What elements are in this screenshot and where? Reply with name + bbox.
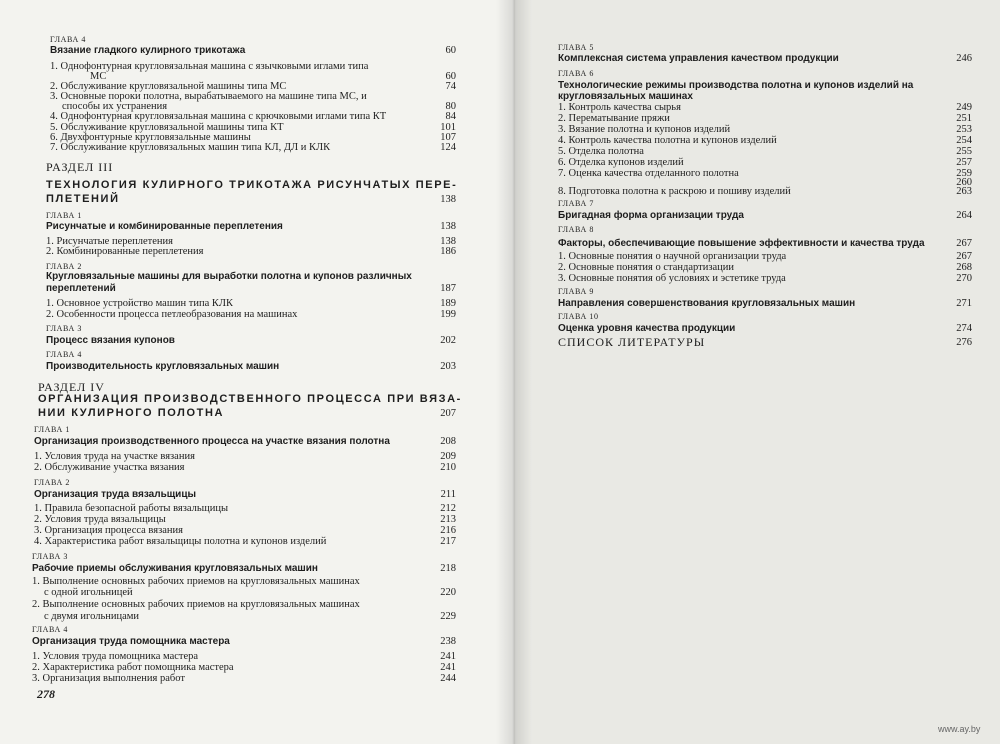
toc-page-number: 208	[440, 436, 456, 447]
chapter-title: Направления совершенствования кругловязальных машин	[558, 298, 856, 309]
toc-entry: 3. Основные пороки полотна, вырабатываемого на машине типа МС, и	[50, 91, 367, 102]
chapter-label: ГЛАВА 5	[558, 43, 595, 52]
toc-entry: 7. Обслуживание кругловязальных машин типа КЛ, ДЛ и КЛК	[50, 142, 331, 153]
toc-entry: 5. Отделка полотна	[558, 146, 644, 157]
toc-entry: 2. Характеристика работ помощника мастера	[32, 662, 234, 673]
toc-page-number: 101	[440, 122, 456, 133]
toc-page-number: 260	[956, 177, 972, 188]
chapter-title: Кругловязальные машины для выработки полотна и купонов различных	[46, 271, 412, 282]
toc-page-number: 186	[440, 246, 456, 257]
toc-page-number: 138	[440, 194, 456, 205]
toc-page-number: 218	[440, 563, 456, 574]
chapter-label: ГЛАВА 9	[558, 287, 595, 296]
right-page	[514, 0, 1000, 744]
toc-page-number: 199	[440, 309, 456, 320]
chapter-title: Процесс вязания купонов	[46, 335, 175, 346]
toc-page-number: 267	[956, 238, 972, 249]
part-title: НИИ КУЛИРНОГО ПОЛОТНА	[38, 407, 225, 419]
chapter-title: Комплексная система управления качеством продукции	[558, 53, 839, 64]
toc-page-number: 212	[440, 503, 456, 514]
toc-page-number: 244	[440, 673, 456, 684]
chapter-title: Технологические режимы производства полотна и купонов изделий на	[558, 80, 914, 91]
toc-page-number: 202	[440, 335, 456, 346]
chapter-label: ГЛАВА 4	[46, 350, 83, 359]
chapter-label: ГЛАВА 2	[34, 478, 71, 487]
toc-page-number: 210	[440, 462, 456, 473]
chapter-label: ГЛАВА 3	[46, 324, 83, 333]
toc-page-number: 253	[956, 124, 972, 135]
toc-entry: 1. Условия труда на участке вязания	[34, 451, 195, 462]
part-title: ПЛЕТЕНИЙ	[46, 193, 120, 205]
section-heading: РАЗДЕЛ IV	[38, 380, 105, 394]
toc-entry: 8. Подготовка полотна к раскрою и пошиву изделий	[558, 186, 791, 197]
toc-page-number: 216	[440, 525, 456, 536]
toc-page-number: 270	[956, 273, 972, 284]
part-title: ТЕХНОЛОГИЯ КУЛИРНОГО ТРИКОТАЖА РИСУНЧАТЫХ ПЕРЕ-	[46, 179, 458, 191]
toc-entry: 2. Условия труда вязальщицы	[34, 514, 166, 525]
toc-page-number: 254	[956, 135, 972, 146]
toc-entry: 1. Однофонтурная кругловязальная машина с язычковыми иглами типа	[50, 61, 369, 72]
part-title: ОРГАНИЗАЦИЯ ПРОИЗВОДСТВЕННОГО ПРОЦЕССА ПРИ ВЯЗА-	[38, 393, 462, 405]
toc-entry: 1. Правила безопасной работы вязальщицы	[34, 503, 229, 514]
chapter-title: Бригадная форма организации труда	[558, 210, 744, 221]
toc-page-number: 107	[440, 132, 456, 143]
chapter-title: Факторы, обеспечивающие повышение эффективности и качества труда	[558, 238, 925, 249]
toc-entry: 1. Основные понятия о научной организации труда	[558, 251, 787, 262]
toc-entry: 3. Вязание полотна и купонов изделий	[558, 124, 731, 135]
toc-entry: способы их устранения	[62, 101, 168, 112]
toc-page-number: 274	[956, 323, 972, 334]
toc-entry: 2. Обслуживание участка вязания	[34, 462, 185, 473]
toc-entry: 6. Двухфонтурные кругловязальные машины	[50, 132, 251, 143]
toc-page-number: 60	[445, 71, 456, 82]
toc-page-number: 259	[956, 168, 972, 179]
toc-entry: с двумя игольницами	[44, 611, 140, 622]
toc-page-number: 267	[956, 251, 972, 262]
chapter-title: Оценка уровня качества продукции	[558, 323, 736, 334]
chapter-label: ГЛАВА 10	[558, 312, 599, 321]
toc-page-number: 60	[445, 45, 456, 56]
toc-entry: 3. Организация процесса вязания	[34, 525, 183, 536]
chapter-title: переплетений	[46, 283, 116, 294]
toc-page-number: 271	[956, 298, 972, 309]
toc-page-number: 257	[956, 157, 972, 168]
toc-page-number: 217	[440, 536, 456, 547]
page-number: 278	[37, 687, 55, 701]
chapter-title: Организация труда вязальщицы	[34, 489, 197, 500]
toc-page-number: 84	[445, 111, 456, 122]
toc-entry: 2. Комбинированные переплетения	[46, 246, 204, 257]
toc-page-number: 241	[440, 662, 456, 673]
toc-page-number: 241	[440, 651, 456, 662]
toc-page-number: 255	[956, 146, 972, 157]
chapter-label: ГЛАВА 2	[46, 262, 83, 271]
toc-page-number: 246	[956, 53, 972, 64]
chapter-title: Рабочие приемы обслуживания кругловязальных машин	[32, 563, 318, 574]
toc-entry: с одной игольницей	[44, 587, 133, 598]
toc-entry: 2. Обслуживание кругловязальной машины типа МС	[50, 81, 287, 92]
toc-page-number: 213	[440, 514, 456, 525]
toc-page-number: 138	[440, 221, 456, 232]
chapter-title: Вязание гладкого кулирного трикотажа	[50, 45, 246, 56]
chapter-label: ГЛАВА 8	[558, 225, 595, 234]
toc-entry: 4. Однофонтурная кругловязальная машина с крючковыми иглами типа КТ	[50, 111, 387, 122]
toc-page-number: 207	[440, 408, 456, 419]
book-gutter	[496, 0, 532, 744]
toc-page-number: 238	[440, 636, 456, 647]
toc-entry: 4. Характеристика работ вязальщицы полотна и купонов изделий	[34, 536, 327, 547]
toc-page-number: 74	[445, 81, 456, 92]
toc-entry: 7. Оценка качества отделанного полотна	[558, 168, 739, 179]
toc-page-number: 220	[440, 587, 456, 598]
toc-page-number: 268	[956, 262, 972, 273]
toc-page-number: 80	[445, 101, 456, 112]
toc-page-number: 263	[956, 186, 972, 197]
chapter-label: ГЛАВА 7	[558, 199, 595, 208]
toc-page-number: 249	[956, 102, 972, 113]
chapter-title: Организация производственного процесса на участке вязания полотна	[34, 436, 390, 447]
toc-entry: 1. Контроль качества сырья	[558, 102, 681, 113]
toc-entry: 3. Основные понятия об условиях и эстетике труда	[558, 273, 786, 284]
section-heading: РАЗДЕЛ III	[46, 160, 114, 174]
toc-page-number: 203	[440, 361, 456, 372]
chapter-title: Производительность кругловязальных машин	[46, 361, 280, 372]
toc-page-number: 229	[440, 611, 456, 622]
toc-entry: 2. Основные понятия о стандартизации	[558, 262, 735, 273]
toc-page-number: 138	[440, 236, 456, 247]
toc-page-number: 187	[440, 283, 456, 294]
toc-page-number: 251	[956, 113, 972, 124]
chapter-title: кругловязальных машинах	[558, 91, 693, 102]
toc-page-number: 276	[956, 337, 972, 348]
toc-entry: 2. Выполнение основных рабочих приемов на кругловязальных машинах	[32, 599, 360, 610]
toc-page-number: 211	[440, 489, 456, 500]
toc-entry: 3. Организация выполнения работ	[32, 673, 185, 684]
toc-entry: 6. Отделка купонов изделий	[558, 157, 684, 168]
chapter-label: ГЛАВА 6	[558, 69, 595, 78]
chapter-title: Организация труда помощника мастера	[32, 636, 230, 647]
toc-entry: 4. Контроль качества полотна и купонов изделий	[558, 135, 777, 146]
toc-page-number: 189	[440, 298, 456, 309]
toc-page-number: 264	[956, 210, 972, 221]
toc-entry: 1. Основное устройство машин типа КЛК	[46, 298, 234, 309]
toc-entry: МС	[90, 71, 107, 82]
watermark: www.ay.by	[938, 724, 981, 734]
chapter-label: ГЛАВА 4	[32, 625, 69, 634]
toc-page-number: 209	[440, 451, 456, 462]
chapter-label: ГЛАВА 1	[46, 211, 83, 220]
chapter-label: ГЛАВА 3	[32, 552, 69, 561]
toc-entry: 2. Особенности процесса петлеобразования на машинах	[46, 309, 298, 320]
toc-entry: 2. Перематывание пряжи	[558, 113, 670, 124]
chapter-label: ГЛАВА 4	[50, 35, 87, 44]
toc-entry: 1. Рисунчатые переплетения	[46, 236, 173, 247]
toc-entry: 5. Обслуживание кругловязальной машины типа КТ	[50, 122, 284, 133]
toc-entry: 1. Выполнение основных рабочих приемов на кругловязальных машинах	[32, 576, 360, 587]
toc-page-number: 124	[440, 142, 456, 153]
toc-entry: 1. Условия труда помощника мастера	[32, 651, 199, 662]
section-heading: СПИСОК ЛИТЕРАТУРЫ	[558, 335, 706, 349]
chapter-label: ГЛАВА 1	[34, 425, 71, 434]
chapter-title: Рисунчатые и комбинированные переплетения	[46, 221, 283, 232]
